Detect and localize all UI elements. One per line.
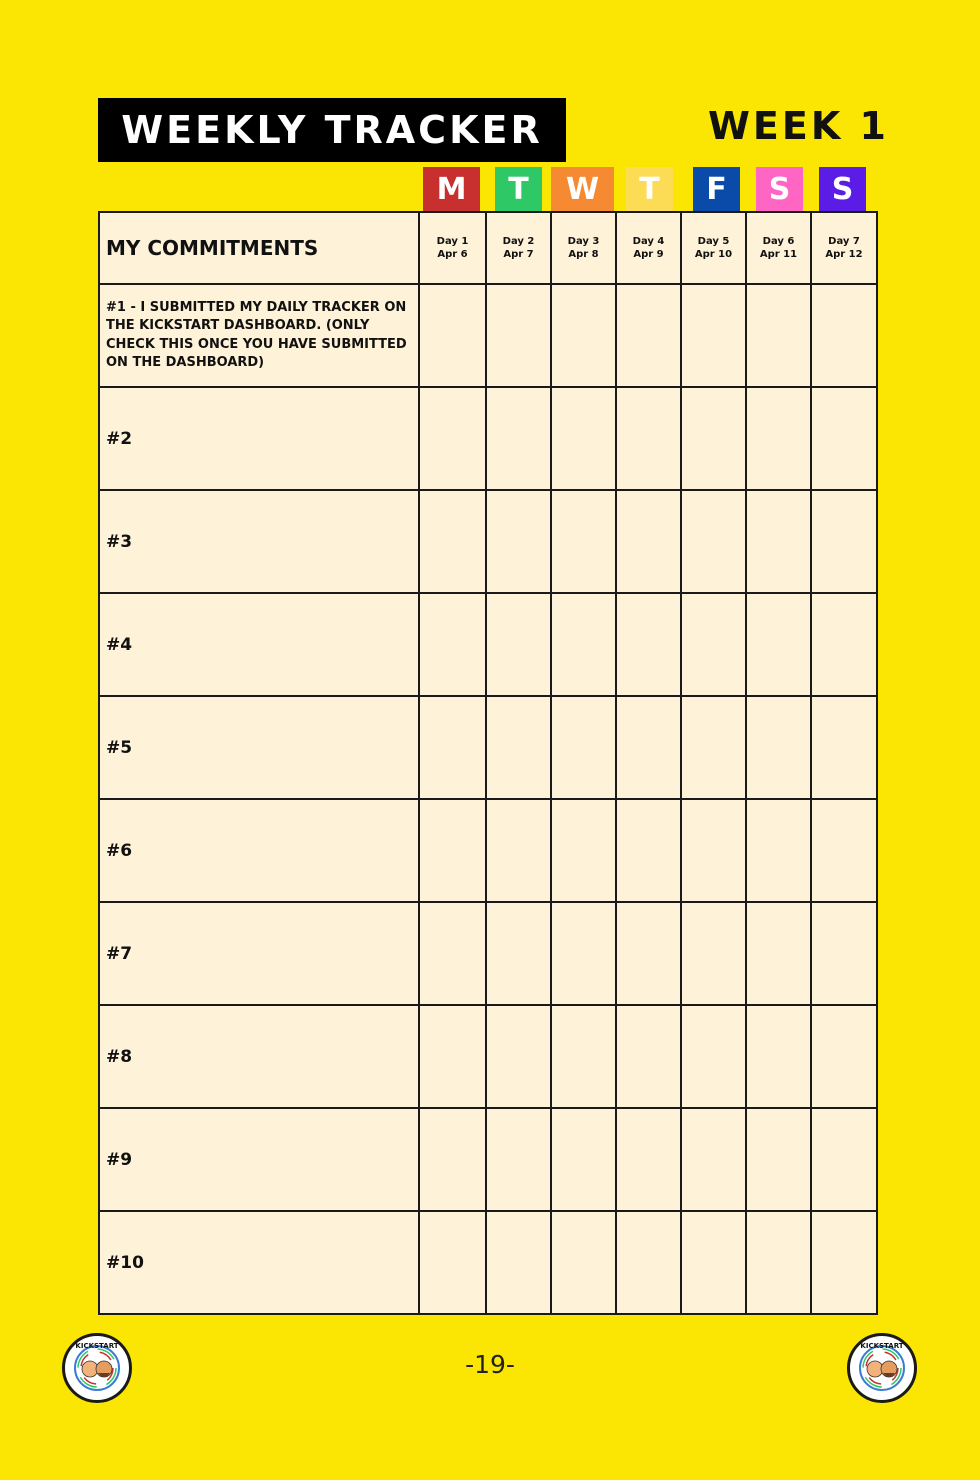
day-label: Day 3 (567, 236, 600, 247)
commitment-label: #5 (99, 696, 419, 799)
commitment-row-1 (99, 284, 877, 387)
check-cell-day-7[interactable] (811, 696, 877, 799)
check-cell-day-7[interactable] (811, 1211, 877, 1314)
commitment-label: #7 (99, 902, 419, 1005)
commitment-row-9 (99, 1108, 877, 1211)
check-cell-day-3[interactable] (551, 1005, 616, 1108)
kickstart-logo-right (847, 1333, 917, 1403)
check-cell-day-5[interactable] (681, 490, 746, 593)
check-cell-day-6[interactable] (746, 1211, 811, 1314)
day-tab-tuesday: T (495, 167, 542, 212)
svg-text:KICKSTART: KICKSTART (860, 1342, 904, 1350)
check-cell-day-3[interactable] (551, 696, 616, 799)
commitment-row-6 (99, 799, 877, 902)
check-cell-day-3[interactable] (551, 593, 616, 696)
day-header-7 (811, 212, 877, 284)
check-cell-day-2[interactable] (486, 1108, 551, 1211)
date-label: Apr 7 (503, 249, 534, 260)
check-cell-day-1[interactable] (419, 387, 486, 490)
check-cell-day-4[interactable] (616, 902, 681, 1005)
check-cell-day-7[interactable] (811, 284, 877, 387)
check-cell-day-1[interactable] (419, 1211, 486, 1314)
day-tab-sunday: S (819, 167, 866, 212)
check-cell-day-1[interactable] (419, 902, 486, 1005)
commitment-row-3 (99, 490, 877, 593)
check-cell-day-6[interactable] (746, 490, 811, 593)
check-cell-day-7[interactable] (811, 902, 877, 1005)
date-label: Apr 10 (694, 249, 733, 260)
check-cell-day-5[interactable] (681, 696, 746, 799)
commitment-label: #2 (99, 387, 419, 490)
commitment-row-4 (99, 593, 877, 696)
date-label: Apr 12 (825, 249, 863, 260)
commitment-row-7 (99, 902, 877, 1005)
day-label: Day 7 (828, 236, 860, 247)
day-tab-monday: M (423, 167, 480, 212)
tracker-table (98, 211, 878, 1315)
check-cell-day-5[interactable] (681, 284, 746, 387)
commitment-label: #8 (99, 1005, 419, 1108)
day-tab-wednesday: W (551, 167, 614, 212)
day-tab-thursday: T (626, 167, 673, 212)
day-header-5 (681, 212, 746, 284)
check-cell-day-6[interactable] (746, 696, 811, 799)
check-cell-day-4[interactable] (616, 593, 681, 696)
check-cell-day-5[interactable] (681, 1005, 746, 1108)
check-cell-day-2[interactable] (486, 799, 551, 902)
page-number: -19- (465, 1350, 515, 1379)
check-cell-day-4[interactable] (616, 490, 681, 593)
day-label: Day 2 (502, 236, 535, 247)
check-cell-day-3[interactable] (551, 902, 616, 1005)
commitment-label: #4 (99, 593, 419, 696)
check-cell-day-3[interactable] (551, 387, 616, 490)
commitment-label: #3 (99, 490, 419, 593)
check-cell-day-7[interactable] (811, 593, 877, 696)
check-cell-day-4[interactable] (616, 387, 681, 490)
check-cell-day-3[interactable] (551, 799, 616, 902)
check-cell-day-7[interactable] (811, 490, 877, 593)
check-cell-day-1[interactable] (419, 284, 486, 387)
check-cell-day-5[interactable] (681, 799, 746, 902)
check-cell-day-1[interactable] (419, 593, 486, 696)
check-cell-day-1[interactable] (419, 799, 486, 902)
check-cell-day-7[interactable] (811, 1108, 877, 1211)
date-label: Apr 11 (759, 249, 798, 260)
commitment-row-2 (99, 387, 877, 490)
header-row (99, 212, 877, 284)
check-cell-day-6[interactable] (746, 387, 811, 490)
check-cell-day-5[interactable] (681, 593, 746, 696)
check-cell-day-6[interactable] (746, 902, 811, 1005)
check-cell-day-1[interactable] (419, 696, 486, 799)
check-cell-day-6[interactable] (746, 284, 811, 387)
check-cell-day-3[interactable] (551, 1211, 616, 1314)
commitment-row-5 (99, 696, 877, 799)
day-tab-friday: F (693, 167, 740, 212)
commitment-label: #10 (99, 1211, 419, 1314)
check-cell-day-6[interactable] (746, 1108, 811, 1211)
check-cell-day-5[interactable] (681, 902, 746, 1005)
day-label: Day 5 (697, 236, 730, 247)
check-cell-day-7[interactable] (811, 1005, 877, 1108)
date-label: Apr 9 (633, 249, 664, 260)
check-cell-day-4[interactable] (616, 1108, 681, 1211)
week-label: WEEK 1 (708, 104, 889, 148)
check-cell-day-3[interactable] (551, 490, 616, 593)
svg-text:KICKSTART: KICKSTART (75, 1342, 119, 1350)
check-cell-day-1[interactable] (419, 1005, 486, 1108)
check-cell-day-2[interactable] (486, 490, 551, 593)
page-title: WEEKLY TRACKER (121, 108, 543, 152)
check-cell-day-4[interactable] (616, 1005, 681, 1108)
check-cell-day-6[interactable] (746, 799, 811, 902)
day-label: Day 4 (632, 236, 665, 247)
day-label: Day 1 (436, 236, 469, 247)
date-label: Apr 6 (437, 249, 468, 260)
check-cell-day-2[interactable] (486, 902, 551, 1005)
check-cell-day-5[interactable] (681, 387, 746, 490)
commitment-row-10 (99, 1211, 877, 1314)
check-cell-day-3[interactable] (551, 284, 616, 387)
check-cell-day-1[interactable] (419, 490, 486, 593)
commitments-header: MY COMMITMENTS (99, 212, 419, 284)
commitment-label: #9 (99, 1108, 419, 1211)
commitment-label: #6 (99, 799, 419, 902)
check-cell-day-2[interactable] (486, 1005, 551, 1108)
day-tab-saturday: S (756, 167, 803, 212)
check-cell-day-7[interactable] (811, 799, 877, 902)
check-cell-day-2[interactable] (486, 387, 551, 490)
check-cell-day-2[interactable] (486, 696, 551, 799)
day-label: Day 6 (762, 236, 795, 247)
check-cell-day-2[interactable] (486, 284, 551, 387)
check-cell-day-2[interactable] (486, 593, 551, 696)
day-header-6 (746, 212, 811, 284)
date-label: Apr 8 (568, 249, 599, 260)
check-cell-day-4[interactable] (616, 284, 681, 387)
check-cell-day-6[interactable] (746, 593, 811, 696)
commitment-label: #1 - I SUBMITTED MY DAILY TRACKER ON THE KICKSTART DASHBOARD. (ONLY CHECK THIS ONCE YOU HAVE SUBMITTED ON THE DASHBOARD) (99, 284, 419, 387)
check-cell-day-3[interactable] (551, 1108, 616, 1211)
day-header-3 (551, 212, 616, 284)
commitment-row-8 (99, 1005, 877, 1108)
day-header-2 (486, 212, 551, 284)
day-header-1 (419, 212, 486, 284)
check-cell-day-4[interactable] (616, 696, 681, 799)
check-cell-day-7[interactable] (811, 387, 877, 490)
check-cell-day-1[interactable] (419, 1108, 486, 1211)
check-cell-day-5[interactable] (681, 1211, 746, 1314)
day-header-4 (616, 212, 681, 284)
check-cell-day-6[interactable] (746, 1005, 811, 1108)
kickstart-logo-icon (850, 1336, 914, 1400)
check-cell-day-2[interactable] (486, 1211, 551, 1314)
title-banner (98, 98, 566, 162)
check-cell-day-5[interactable] (681, 1108, 746, 1211)
check-cell-day-4[interactable] (616, 799, 681, 902)
check-cell-day-4[interactable] (616, 1211, 681, 1314)
